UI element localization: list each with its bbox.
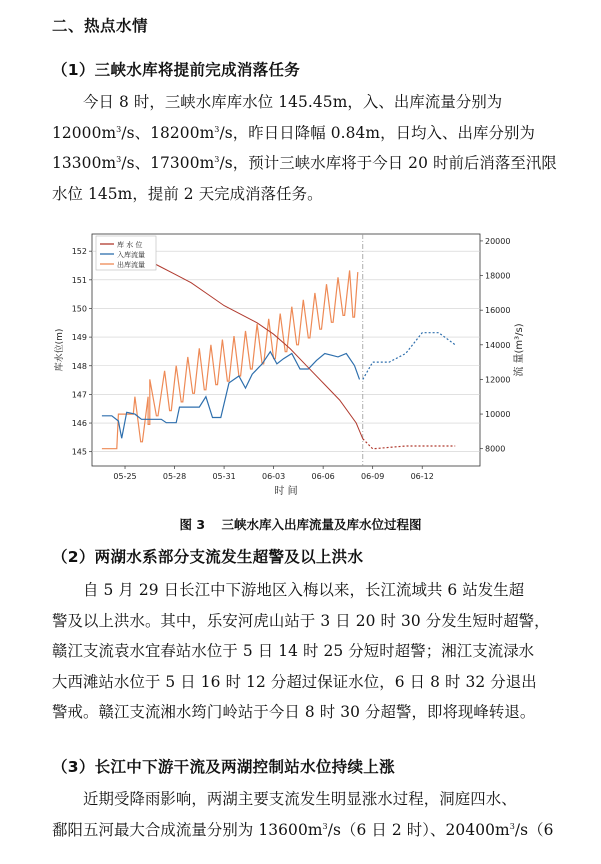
sub2-line-2: 警及以上洪水。其中，乐安河虎山站于 3 日 20 时 30 分发生短时超警， [52, 611, 550, 630]
left-tick-label: 150 [71, 304, 87, 314]
sub1-line-1: 今日 8 时，三峡水库库水位 145.45m，入、出库流量分别为 [52, 93, 503, 111]
right-tick-label: 10000 [485, 410, 511, 420]
legend-label: 库 水 位 [117, 241, 143, 249]
figure-caption-text: 三峡水库入出库流量及库水位过程图 [221, 517, 422, 532]
subsection-2-title: （2）两湖水系部分支流发生超警及以上洪水 [52, 548, 364, 566]
x-tick-label: 05-28 [162, 472, 187, 481]
subsection-1-title: （1）三峡水库将提前完成消落任务 [52, 61, 301, 79]
x-tick-label: 05-31 [212, 472, 236, 481]
inflow-forecast-line [363, 333, 455, 380]
x-tick-label: 06-12 [410, 472, 434, 481]
left-tick-label: 152 [71, 247, 87, 257]
right-tick-label: 20000 [485, 236, 511, 246]
left-tick-label: 147 [71, 390, 87, 400]
left-tick-label: 148 [71, 361, 87, 371]
right-axis-label: 流 量(m³/s) [514, 323, 525, 377]
sub2-line-4: 大西滩站水位于 5 日 16 时 12 分超过保证水位，6 日 8 时 32 分退出 [52, 672, 537, 691]
x-tick-label: 06-03 [261, 472, 286, 481]
subsection-3-paragraph [52, 784, 560, 845]
left-tick-label: 145 [71, 447, 87, 457]
sub2-line-3: 赣江支流袁水宜春站水位于 5 日 14 时 25 分短时超警；湘江支流渌水 [52, 642, 535, 660]
x-axis-label: 时 间 [274, 486, 298, 497]
left-tick-label: 151 [71, 275, 87, 285]
subsection-3-title: （3）长江中下游干流及两湖控制站水位持续上涨 [52, 758, 395, 776]
subsection-2-paragraph [52, 575, 560, 728]
right-tick-label: 14000 [485, 340, 511, 350]
sub1-line-4: 水位 145m，提前 2 天完成消落任务。 [52, 184, 323, 203]
sub2-line-1: 自 5 月 29 日长江中下游地区入梅以来，长江流域共 6 站发生超 [52, 581, 525, 599]
left-tick-label: 146 [71, 419, 87, 429]
x-tick-label: 05-25 [113, 472, 137, 481]
outflow-line [102, 270, 358, 448]
sub2-line-5: 警戒。赣江支流湘水筠门岭站于今日 8 时 30 分超警，即将现峰转退。 [52, 703, 536, 721]
left-axis-label: 库水位(m) [55, 328, 65, 372]
legend-label: 入库流量 [117, 251, 145, 259]
sub3-line-1: 近期受降雨影响，两湖主要支流发生明显涨水过程，洞庭四水、 [52, 790, 517, 808]
section-title: 二、热点水情 [52, 17, 149, 35]
right-tick-label: 12000 [485, 375, 511, 385]
water-level-forecast-line [363, 439, 455, 449]
x-tick-label: 06-06 [311, 472, 335, 481]
right-tick-label: 18000 [485, 271, 511, 281]
right-tick-label: 16000 [485, 306, 511, 316]
subsection-1-paragraph [52, 87, 560, 209]
sub1-line-3: $13300m^3/s$、$17300m^3/s$，预计三峡水库将于今日 20 时前后消落至汛限 [52, 154, 557, 172]
figure-caption-number: 图 3 [179, 517, 206, 532]
x-tick-label: 06-09 [361, 472, 385, 481]
legend-label: 出库流量 [117, 261, 145, 269]
right-tick-label: 8000 [485, 444, 506, 454]
figure-caption [0, 515, 601, 533]
sub1-line-2: $12000m^3/s$、$18200m^3/s$，昨日日降幅 0.84m，日均入、出库分别为 [52, 123, 535, 142]
left-tick-label: 149 [71, 333, 87, 343]
sub3-line-2: 鄱阳五河最大合成流量分别为 $13600m^3/s(6$ 日 2 时）、$20400m^3/s(6$ [52, 820, 554, 839]
reservoir-chart [52, 222, 525, 500]
